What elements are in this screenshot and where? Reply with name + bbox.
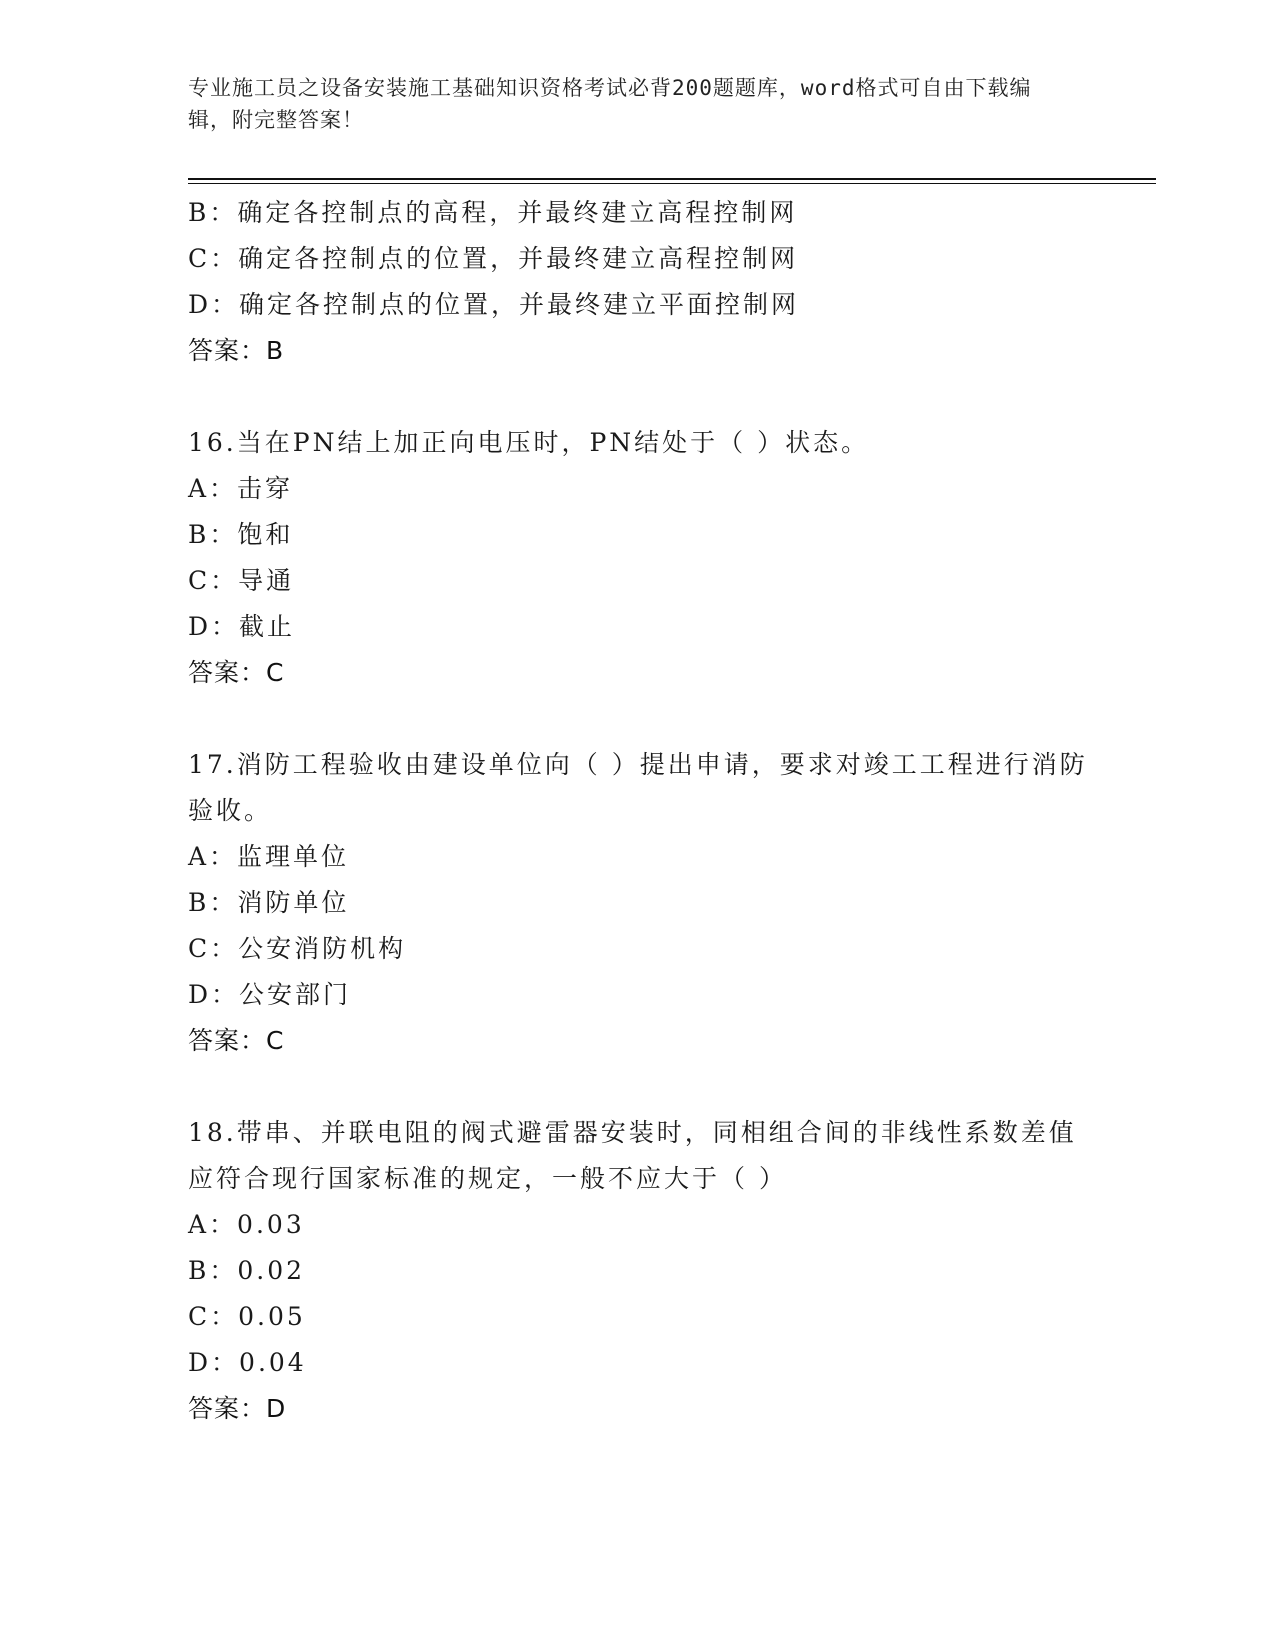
question-stem: 16.当在PN结上加正向电压时，PN结处于（ ）状态。 (188, 428, 870, 457)
question-list (188, 190, 1088, 1432)
option-a: A：击穿 (188, 474, 294, 503)
header-divider-thin (188, 183, 1156, 184)
answer-line: 答案：C (188, 658, 285, 687)
question-18 (188, 1110, 1088, 1432)
answer-line: 答案：C (188, 1026, 285, 1055)
option-c: C：公安消防机构 (188, 934, 407, 963)
option-b: B：饱和 (188, 520, 294, 549)
answer-line: 答案：B (188, 336, 285, 365)
option-b: B：0.02 (188, 1256, 306, 1285)
question-15-continued (188, 190, 1088, 374)
header-divider-thick (188, 178, 1156, 180)
option-a: A：0.03 (188, 1210, 305, 1239)
option-d: D：公安部门 (188, 980, 352, 1009)
spacer (188, 696, 1088, 742)
question-stem: 17.消防工程验收由建设单位向（ ）提出申请，要求对竣工工程进行消防验收。 (188, 750, 1088, 825)
option-d: D：截止 (188, 612, 296, 641)
question-stem: 18.带串、并联电阻的阀式避雷器安装时，同相组合间的非线性系数差值应符合现行国家标准的规定，一般不应大于（ ） (188, 1118, 1077, 1193)
option-d: D：0.04 (188, 1348, 307, 1377)
spacer (188, 1064, 1088, 1110)
document-header: 专业施工员之设备安装施工基础知识资格考试必背200题题库，word格式可自由下载编辑，附完整答案！ (188, 76, 1032, 132)
option-c: C：确定各控制点的位置，并最终建立高程控制网 (188, 244, 799, 273)
spacer (188, 374, 1088, 420)
option-b: B：确定各控制点的高程，并最终建立高程控制网 (188, 198, 798, 227)
option-a: A：监理单位 (188, 842, 350, 871)
option-b: B：消防单位 (188, 888, 350, 917)
question-16 (188, 420, 1088, 696)
option-d: D：确定各控制点的位置，并最终建立平面控制网 (188, 290, 800, 319)
option-c: C：导通 (188, 566, 295, 595)
question-17 (188, 742, 1088, 1064)
answer-line: 答案：D (188, 1394, 287, 1423)
option-c: C：0.05 (188, 1302, 306, 1331)
